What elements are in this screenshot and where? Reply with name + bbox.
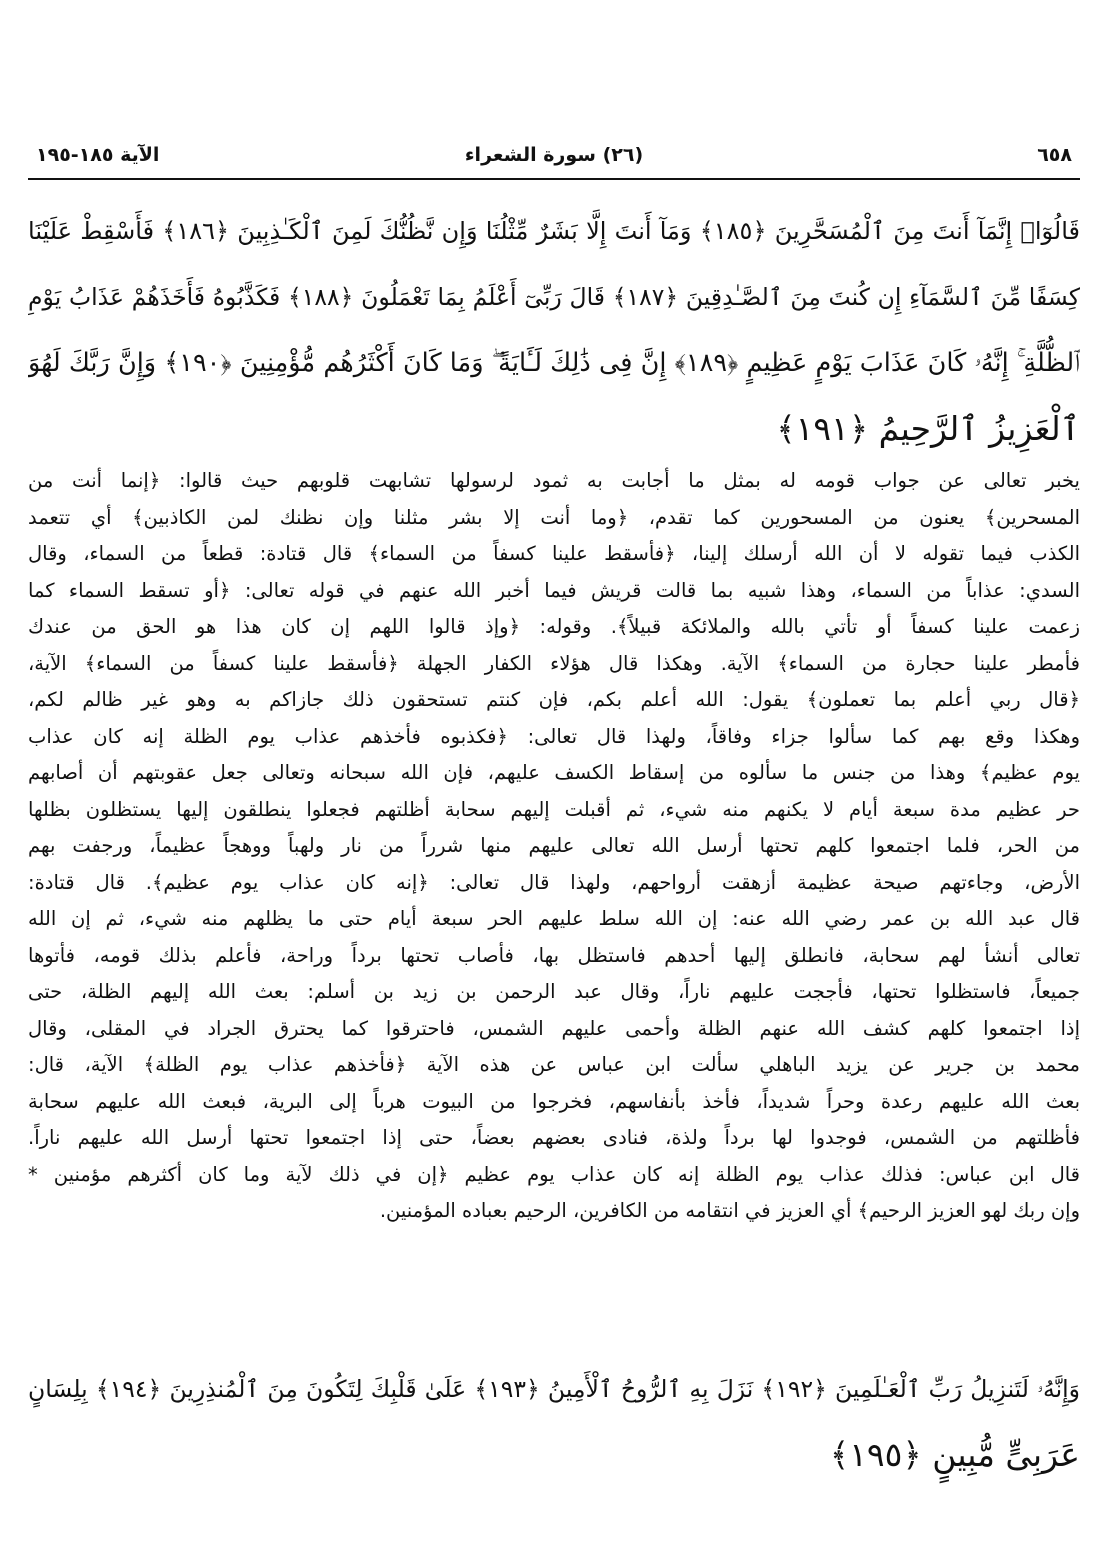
verse-line: كِسَفًا مِّنَ ٱلسَّمَآءِ إِن كُنتَ مِنَ ٱلصَّـٰدِقِينَ ﴿١٨٧﴾ قَالَ رَبِّىٓ أَعْلَمُ بِمَا تَعْمَلُونَ ﴿١٨٨﴾ فَكَذَّبُوهُ فَأَخَذَهُمْ عَذَابُ يَوْمِ	[28, 283, 1080, 311]
ayah-range: الآية ١٨٥-١٩٥	[36, 144, 160, 166]
commentary-line: المسحرين﴾ يعنون من المسحورين كما تقدم، ﴿وما أنت إلا بشر مثلنا وإن نظنك لمن الكاذبين﴾ أي تتعمد	[28, 505, 1080, 529]
commentary-line: بعث الله عليهم رعدة وحراً شديداً، فأخذ بأنفاسهم، فخرجوا من البيوت هرباً إلى البرية، فبعث الله عليهم سحابة	[28, 1089, 1080, 1113]
commentary-line: السدي: عذاباً من السماء، وهذا شبيه بما قالت قريش فيما أخبر الله عنهم في قوله تعالى: ﴿أو تسقط السماء كما	[28, 578, 1080, 602]
commentary-line: حر عظيم مدة سبعة أيام لا يكنهم منه شيء، ثم أقبلت إليهم سحابة أظلتهم فجعلوا ينطلقون إليها يستظلون بظلها	[28, 797, 1080, 821]
page-number: ٦٥٨	[1037, 144, 1072, 166]
commentary-line: وإن ربك لهو العزيز الرحيم﴾ أي العزيز في انتقامه من الكافرين، الرحيم بعباده المؤمنين.	[379, 1199, 1080, 1222]
tafsir-commentary	[28, 463, 1080, 1230]
commentary-line: من الحر، فلما اجتمعوا كلهم تحتها أرسل الله تعالى عليهم منها شرراً من نار ولهباً ووهجاً عظيماً، ورجفت بهم	[28, 834, 1080, 857]
quran-verses-top	[28, 198, 1080, 462]
verse-line: ٱلظُّلَّةِ ۚ إِنَّهُۥ كَانَ عَذَابَ يَوْمٍ عَظِيمٍ ﴿١٨٩﴾ إِنَّ فِى ذَٰلِكَ لَـَٔايَةً ۖ وَمَا كَانَ أَكْثَرُهُم مُّؤْمِنِينَ ﴿١٩٠﴾ وَإِنَّ رَبَّكَ لَهُوَ	[28, 348, 1080, 378]
header-divider	[28, 178, 1080, 180]
commentary-line: قال ابن عباس: فذلك عذاب يوم الظلة إنه كان عذاب يوم عظيم ﴿إن في ذلك لآية وما كان أكثرهم مؤمنين *	[28, 1162, 1080, 1186]
quran-verses-bottom	[28, 1356, 1080, 1488]
verse-line: قَالُوٓا۟ إِنَّمَآ أَنتَ مِنَ ٱلْمُسَحَّرِينَ ﴿١٨٥﴾ وَمَآ أَنتَ إِلَّا بَشَرٌ مِّثْلُنَا وَإِن نَّظُنُّكَ لَمِنَ ٱلْكَـٰذِبِينَ ﴿١٨٦﴾ فَأَسْقِطْ عَلَيْنَا	[28, 217, 1080, 245]
commentary-line: يوم عظيم﴾ وهذا من جنس ما سألوه من إسقاط الكسف عليهم، فإن الله سبحانه وتعالى جعل عقوبتهم أن أصابهم	[28, 761, 1080, 784]
commentary-line: الكذب فيما تقوله لا أن الله أرسلك إلينا، ﴿فأسقط علينا كسفاً من السماء﴾ قال قتادة: قطعاً من السماء، وقال	[28, 542, 1080, 565]
commentary-line: يخبر تعالى عن جواب قومه له بمثل ما أجابت به ثمود لرسولها تشابهت قلوبهم حيث قالوا: ﴿إنما أنت من	[28, 469, 1080, 492]
commentary-line: ﴿قال ربي أعلم بما تعملون﴾ يقول: الله أعلم بكم، فإن كنتم تستحقون ذلك جازاكم به وهو غير ظالم لكم،	[28, 688, 1080, 711]
commentary-line: زعمت علينا كسفاً أو تأتي بالله والملائكة قبيلاً﴾. وقوله: ﴿وإذ قالوا اللهم إن كان هذا هو الحق من عندك	[28, 615, 1080, 638]
commentary-line: قال عبد الله بن عمر رضي الله عنه: إن الله سلط عليهم الحر سبعة أيام حتى ما يظلهم منه شيء، ثم إن الله	[28, 907, 1080, 930]
commentary-line: الأرض، وجاءتهم صيحة عظيمة أزهقت أرواحهم، ولهذا قال تعالى: ﴿إنه كان عذاب يوم عظيم﴾. قال قتادة:	[28, 870, 1080, 894]
verse-line: وَإِنَّهُۥ لَتَنزِيلُ رَبِّ ٱلْعَـٰلَمِينَ ﴿١٩٢﴾ نَزَلَ بِهِ ٱلرُّوحُ ٱلْأَمِينُ ﴿١٩٣﴾ عَلَىٰ قَلْبِكَ لِتَكُونَ مِنَ ٱلْمُنذِرِينَ ﴿١٩٤﴾ بِلِسَانٍ	[28, 1375, 1080, 1403]
commentary-line: محمد بن جرير عن يزيد الباهلي سألت ابن عباس عن هذه الآية ﴿فأخذهم عذاب يوم الظلة﴾ الآية، قال:	[28, 1053, 1080, 1076]
verse-line: ٱلْعَزِيزُ ٱلرَّحِيمُ ﴿١٩١﴾	[776, 409, 1080, 448]
page-header	[28, 140, 1080, 174]
commentary-line: إذا اجتمعوا كلهم كشف الله عنهم الظلة وأحمى عليهم الشمس، فاحترقوا كما يحترق الجراد في المقلى، وقال	[28, 1016, 1080, 1040]
verse-line: عَرَبِىٍّ مُّبِينٍ ﴿١٩٥﴾	[829, 1435, 1080, 1474]
commentary-line: فأظلتهم من الشمس، فوجدوا لها برداً ولذة، فنادى بعضهم بعضاً، حتى إذا اجتمعوا تحتها أرسل الله عليهم ناراً.	[28, 1126, 1080, 1149]
commentary-line: تعالى أنشأ لهم سحابة، فانطلق إليها أحدهم فاستظل بها، فأصاب تحتها برداً وراحة، فأعلم بذلك قومه، فأتوها	[28, 943, 1080, 967]
commentary-line: وهكذا وقع بهم كما سألوا جزاء وفاقاً، ولهذا قال تعالى: ﴿فكذبوه فأخذهم عذاب يوم الظلة إنه كان عذاب	[28, 724, 1080, 748]
commentary-line: جميعاً، فاستظلوا تحتها، فأججت عليهم ناراً، وقال عبد الرحمن بن زيد بن أسلم: بعث الله إليهم الظلة، حتى	[28, 980, 1080, 1003]
commentary-line: فأمطر علينا حجارة من السماء﴾ الآية. وهكذا قال هؤلاء الكفار الجهلة ﴿فأسقط علينا كسفاً من السماء﴾ الآية،	[28, 651, 1080, 675]
surah-title: (٢٦) سورة الشعراء	[464, 144, 644, 166]
